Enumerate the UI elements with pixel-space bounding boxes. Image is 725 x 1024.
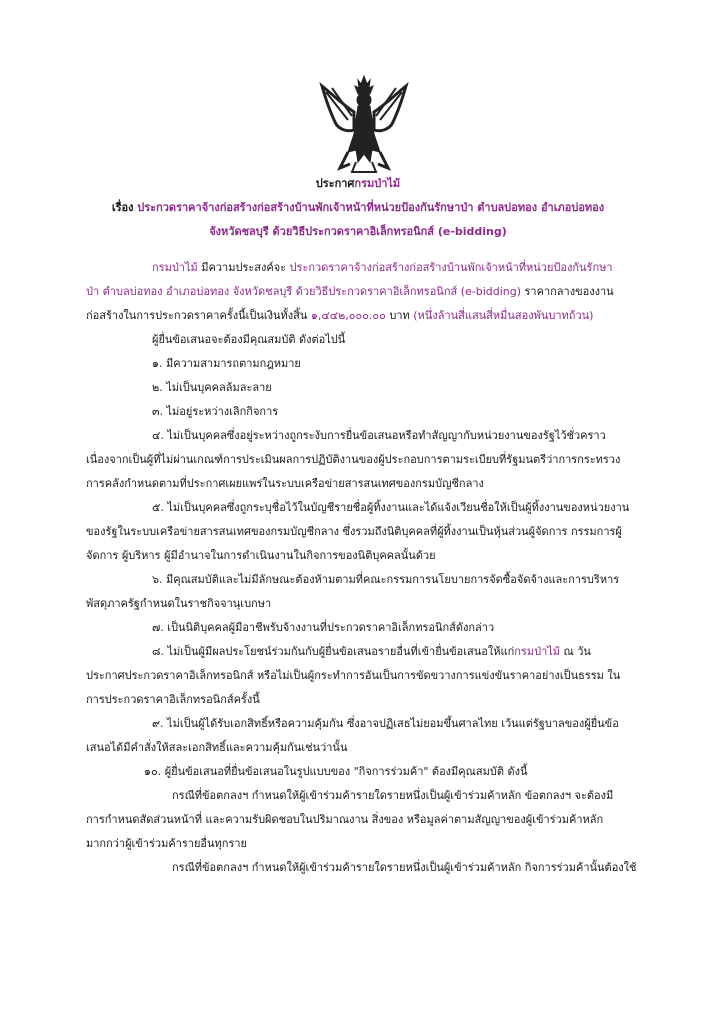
- item-8a-tail: ณ วัน: [560, 645, 591, 658]
- intro-purple-2: ป่า ตำบลบ่อทอง อำเภอบ่อทอง จังหวัดชลบุรี ด้วยวิธีประกวดราคาอิเล็กทรอนิกส์ (e-bidding): [86, 285, 522, 298]
- item-4-line-3: [86, 472, 630, 496]
- item-8-line-3: [86, 688, 630, 712]
- item-5-line-3: [86, 544, 630, 568]
- item-9-line-1: [86, 712, 630, 736]
- item-1: [86, 352, 630, 376]
- item-4-line-2: [86, 448, 630, 472]
- subject-text-2: จังหวัดชลบุรี ด้วยวิธีประกวดราคาอิเล็กทรอนิกส์ (e-bidding): [209, 225, 507, 238]
- item-5-line-1: [86, 496, 630, 520]
- intro-line-3: [86, 304, 630, 328]
- item-8-line-2: [86, 664, 630, 688]
- item-10-line-b: [86, 808, 630, 832]
- item-4c-text: การคลังกำหนดตามที่ประกาศเผยแพร่ในระบบเครือข่ายสารสนเทศของกรมบัญชีกลาง: [86, 477, 484, 490]
- item-10-line-d: [86, 856, 637, 880]
- subject-prefix: เรื่อง: [111, 201, 138, 214]
- item-5a-text: ๕. ไม่เป็นบุคคลซึ่งถูกระบุชื่อไว้ในบัญชีรายชื่อผู้ทิ้งงานและได้แจ้งเวียนชื่อให้เป็นผู้ทิ้งงานของหน่วยงาน: [152, 501, 630, 514]
- title-org: กรมป่าไม้: [354, 177, 401, 190]
- item-6b-text: พัสดุภาครัฐกำหนดในราชกิจจานุเบกษา: [86, 597, 272, 610]
- item-10-line-a: [86, 784, 630, 808]
- item-10-line-c: [86, 832, 630, 856]
- intro-head-3: ก่อสร้างในการประกวดราคาครั้งนี้เป็นเงินทั้งสิ้น: [86, 309, 311, 322]
- item-6-line-2: [86, 592, 630, 616]
- item-3-text: ๓. ไม่อยู่ระหว่างเลิกกิจการ: [152, 405, 279, 418]
- item-3: [86, 400, 630, 424]
- item-7: [86, 616, 630, 640]
- item-8a-head: ๘. ไม่เป็นผู้มีผลประโยชน์ร่วมกันกับผู้ยื่นข้อเสนอรายอื่นที่เข้ายื่นข้อเสนอให้แก่: [152, 645, 515, 658]
- intro-mid: มีความประสงค์จะ: [197, 261, 290, 274]
- item-4a-text: ๔. ไม่เป็นบุคคลซึ่งอยู่ระหว่างถูกระงับการยื่นข้อเสนอหรือทำสัญญากับหน่วยงานของรัฐไว้ชั่วคราว: [152, 429, 606, 442]
- intro-line-2: [86, 280, 630, 304]
- item-4b-text: เนื่องจากเป็นผู้ที่ไม่ผ่านเกณฑ์การประเมินผลการปฏิบัติงานของผู้ประกอบการตามระเบียบที่รัฐมนตรีว่าการกระทรวง: [86, 453, 621, 466]
- item-10b-text: การกำหนดสัดส่วนหน้าที่ และความรับผิดชอบในปริมาณงาน สิ่งของ หรือมูลค่าตามสัญญาของผู้เข้าร่วมค้าหลัก: [86, 813, 604, 826]
- qualify-intro: [86, 328, 630, 352]
- item-10d-text: กรณีที่ข้อตกลงฯ กำหนดให้ผู้เข้าร่วมค้ารายใดรายหนึ่งเป็นผู้เข้าร่วมค้าหลัก กิจการร่วมค้านั้นต้องใช้: [172, 861, 637, 874]
- item-10c-text: มากกว่าผู้เข้าร่วมค้ารายอื่นทุกราย: [86, 837, 247, 850]
- item-5b-text: ของรัฐในระบบเครือข่ายสารสนเทศของกรมบัญชีกลาง ซึ่งรวมถึงนิติบุคคลที่ผู้ทิ้งงานเป็นหุ้นส่วนผู้จัดการ กรรมการผู้: [86, 525, 622, 538]
- item-8a-org: กรมป่าไม้: [514, 645, 561, 658]
- item-7-text: ๗. เป็นนิติบุคคลผู้มีอาชีพรับจ้างงานที่ประกวดราคาอิเล็กทรอนิกส์ดังกล่าว: [152, 621, 495, 634]
- item-6-line-1: [86, 568, 630, 592]
- item-10-text: ๑๐. ผู้ยื่นข้อเสนอที่ยื่นข้อเสนอในรูปแบบของ "กิจการร่วมค้า" ต้องมีคุณสมบัติ ดังนี้: [144, 765, 528, 778]
- intro-unit: บาท: [385, 309, 414, 322]
- item-5-line-2: [86, 520, 630, 544]
- item-2-text: ๒. ไม่เป็นบุคคลล้มละลาย: [152, 381, 272, 394]
- garuda-emblem-icon: [318, 74, 410, 174]
- item-2: [86, 376, 630, 400]
- intro-line-1: [86, 256, 630, 280]
- announcement-title: [86, 172, 630, 196]
- subject-text-1: ประกวดราคาจ้างก่อสร้างก่อสร้างบ้านพักเจ้าหน้าที่หน่วยป้องกันรักษาป่า ตำบลบ่อทอง อำเภอบ่อทอง: [137, 201, 605, 214]
- intro-org: กรมป่าไม้: [152, 261, 198, 274]
- item-9a-text: ๙. ไม่เป็นผู้ได้รับเอกสิทธิ์หรือความคุ้มกัน ซึ่งอาจปฏิเสธไม่ยอมขึ้นศาลไทย เว้นแต่รัฐบาลของผู้ยื่นข้อ: [152, 717, 619, 730]
- item-6a-text: ๖. มีคุณสมบัติและไม่มีลักษณะต้องห้ามตามที่คณะกรรมการนโยบายการจัดซื้อจัดจ้างและการบริหาร: [152, 573, 620, 586]
- subject-line-1: [86, 196, 630, 220]
- intro-purple-1: ประกวดราคาจ้างก่อสร้างก่อสร้างบ้านพักเจ้าหน้าที่หน่วยป้องกันรักษา: [289, 261, 613, 274]
- item-8b-text: ประกาศประกวดราคาอิเล็กทรอนิกส์ หรือไม่เป็นผู้กระทำการอันเป็นการขัดขวางการแข่งขันราคาอย่างเป็นธรรม ใน: [86, 669, 621, 682]
- item-5c-text: จัดการ ผู้บริหาร ผู้มีอำนาจในการดำเนินงานในกิจการของนิติบุคคลนั้นด้วย: [86, 549, 436, 562]
- item-8-line-1: [86, 640, 630, 664]
- item-9b-text: เสนอได้มีคำสั่งให้สละเอกสิทธิ์และความคุ้มกันเช่นว่านั้น: [86, 741, 348, 754]
- intro-amount: ๑,๔๔๒,๐๐๐.๐๐: [310, 309, 386, 322]
- item-4-line-1: [86, 424, 630, 448]
- qualify-intro-text: ผู้ยื่นข้อเสนอจะต้องมีคุณสมบัติ ดังต่อไปนี้: [152, 333, 346, 346]
- item-10: [86, 760, 630, 784]
- item-10a-text: กรณีที่ข้อตกลงฯ กำหนดให้ผู้เข้าร่วมค้ารายใดรายหนึ่งเป็นผู้เข้าร่วมค้าหลัก ข้อตกลงฯ จะต้องมี: [172, 789, 614, 802]
- item-9-line-2: [86, 736, 630, 760]
- subject-line-2: [86, 220, 630, 244]
- item-1-text: ๑. มีความสามารถตามกฎหมาย: [152, 357, 301, 370]
- intro-tail-2: ราคากลางของงาน: [521, 285, 614, 298]
- title-prefix: ประกาศ: [315, 177, 355, 190]
- intro-amount-words: (หนึ่งล้านสี่แสนสี่หมื่นสองพันบาทถ้วน): [413, 309, 594, 322]
- item-8c-text: การประกวดราคาอิเล็กทรอนิกส์ครั้งนี้: [86, 693, 260, 706]
